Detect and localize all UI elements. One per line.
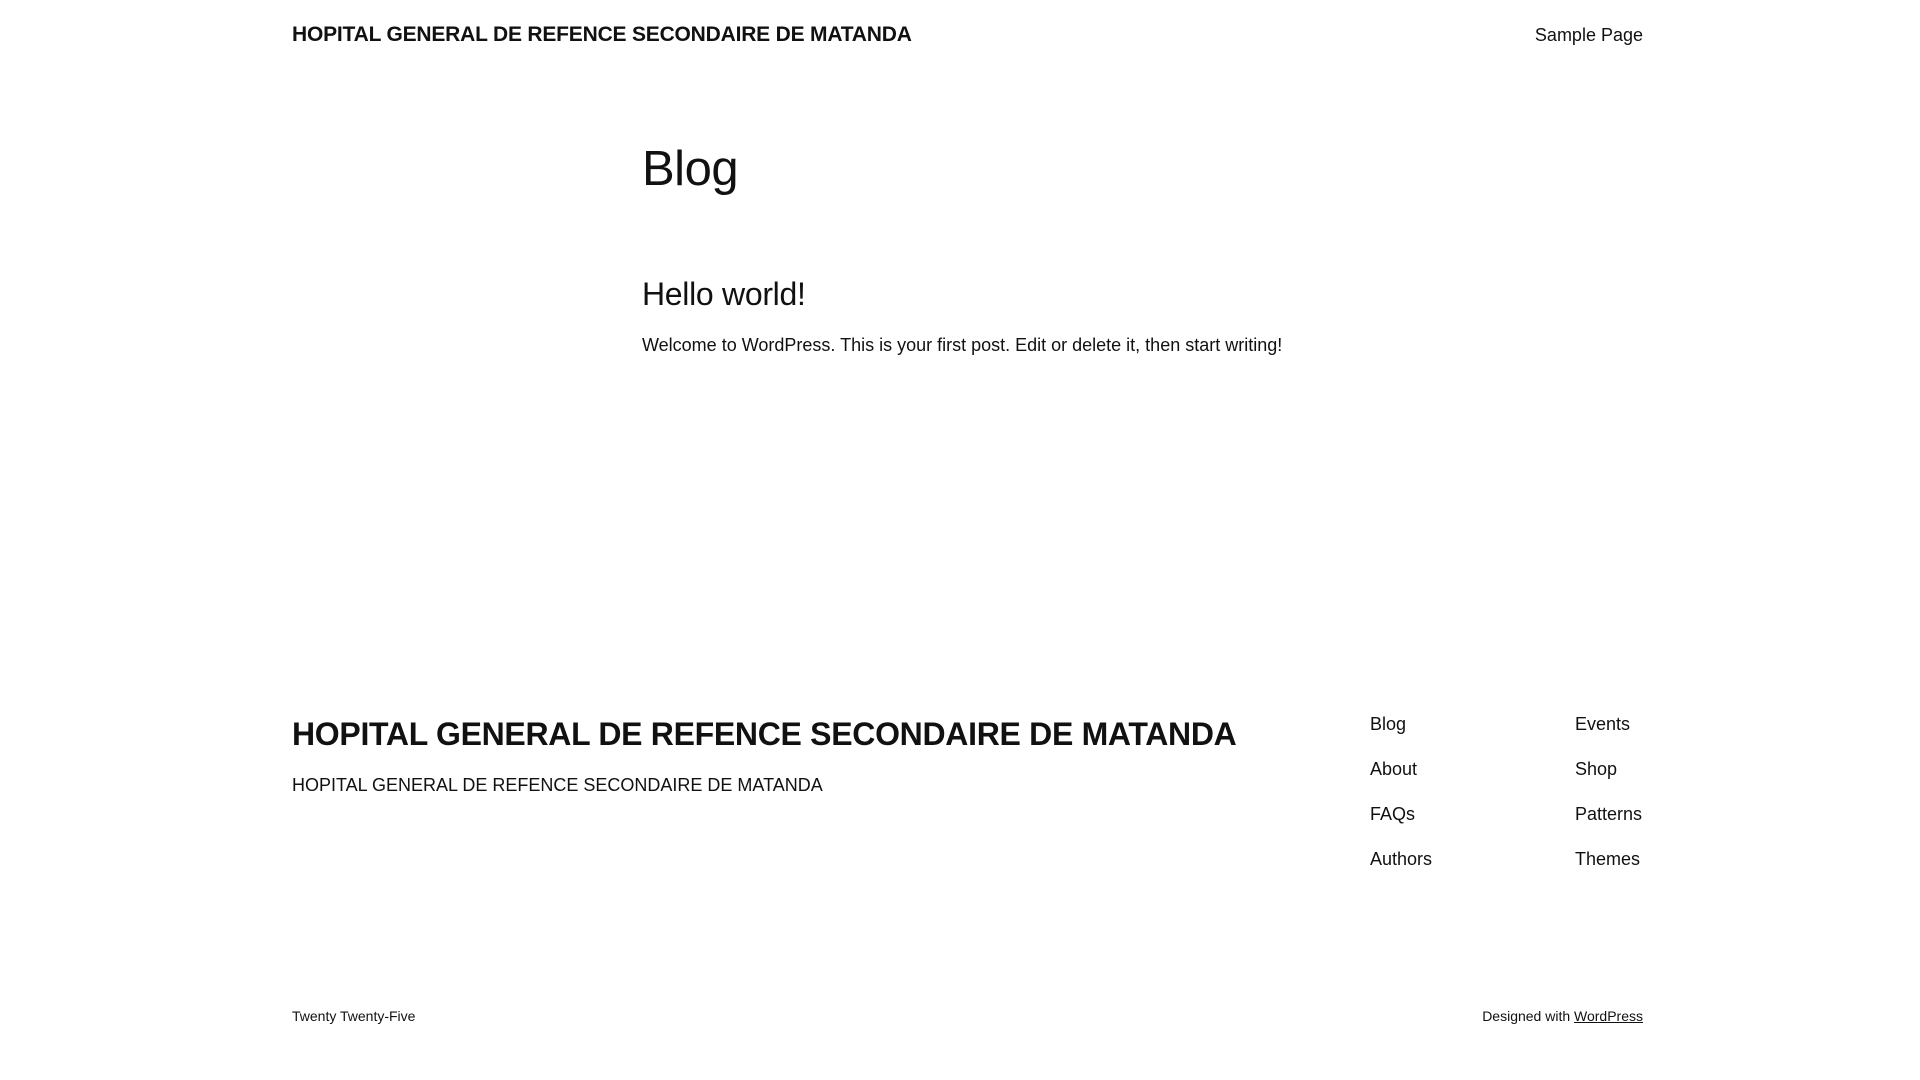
post-title-link[interactable]: Hello world! [642,276,806,312]
footer-nav-patterns[interactable]: Patterns [1575,804,1643,824]
main-content [642,136,1342,358]
footer-nav-primary [1370,712,1432,892]
footer-credit [1482,1006,1643,1026]
credit-prefix: Designed with [1482,1008,1571,1024]
footer-nav-faqs[interactable]: FAQs [1370,804,1416,824]
header-nav [1535,25,1643,46]
page-title: Blog [642,142,739,196]
footer-nav-events[interactable]: Events [1575,714,1631,734]
footer-site-title-link[interactable]: HOPITAL GENERAL DE REFENCE SECONDAIRE DE MATANDA [292,716,1237,752]
footer-nav-themes[interactable]: Themes [1575,849,1641,869]
site-header [292,0,1643,70]
post-title [642,274,1342,314]
footer-tagline: HOPITAL GENERAL DE REFENCE SECONDAIRE DE MATANDA [292,775,823,795]
site-footer [292,712,1643,1032]
nav-item-sample-page[interactable]: Sample Page [1534,24,1643,45]
footer-nav-blog[interactable]: Blog [1370,714,1407,734]
footer-bottom [292,1006,1643,1026]
footer-site-title [292,712,1236,756]
site-title-link[interactable]: HOPITAL GENERAL DE REFENCE SECONDAIRE DE MATANDA [292,23,912,46]
footer-nav-about[interactable]: About [1370,759,1418,779]
footer-nav-shop[interactable]: Shop [1575,759,1618,779]
footer-nav-secondary [1575,712,1643,892]
theme-name: Twenty Twenty-Five [292,1008,416,1024]
footer-nav-authors[interactable]: Authors [1370,849,1433,869]
post-excerpt: Welcome to WordPress. This is your first post. Edit or delete it, then start writing! [642,335,1283,355]
post-item [642,274,1342,358]
wordpress-link[interactable]: WordPress [1574,1008,1643,1024]
